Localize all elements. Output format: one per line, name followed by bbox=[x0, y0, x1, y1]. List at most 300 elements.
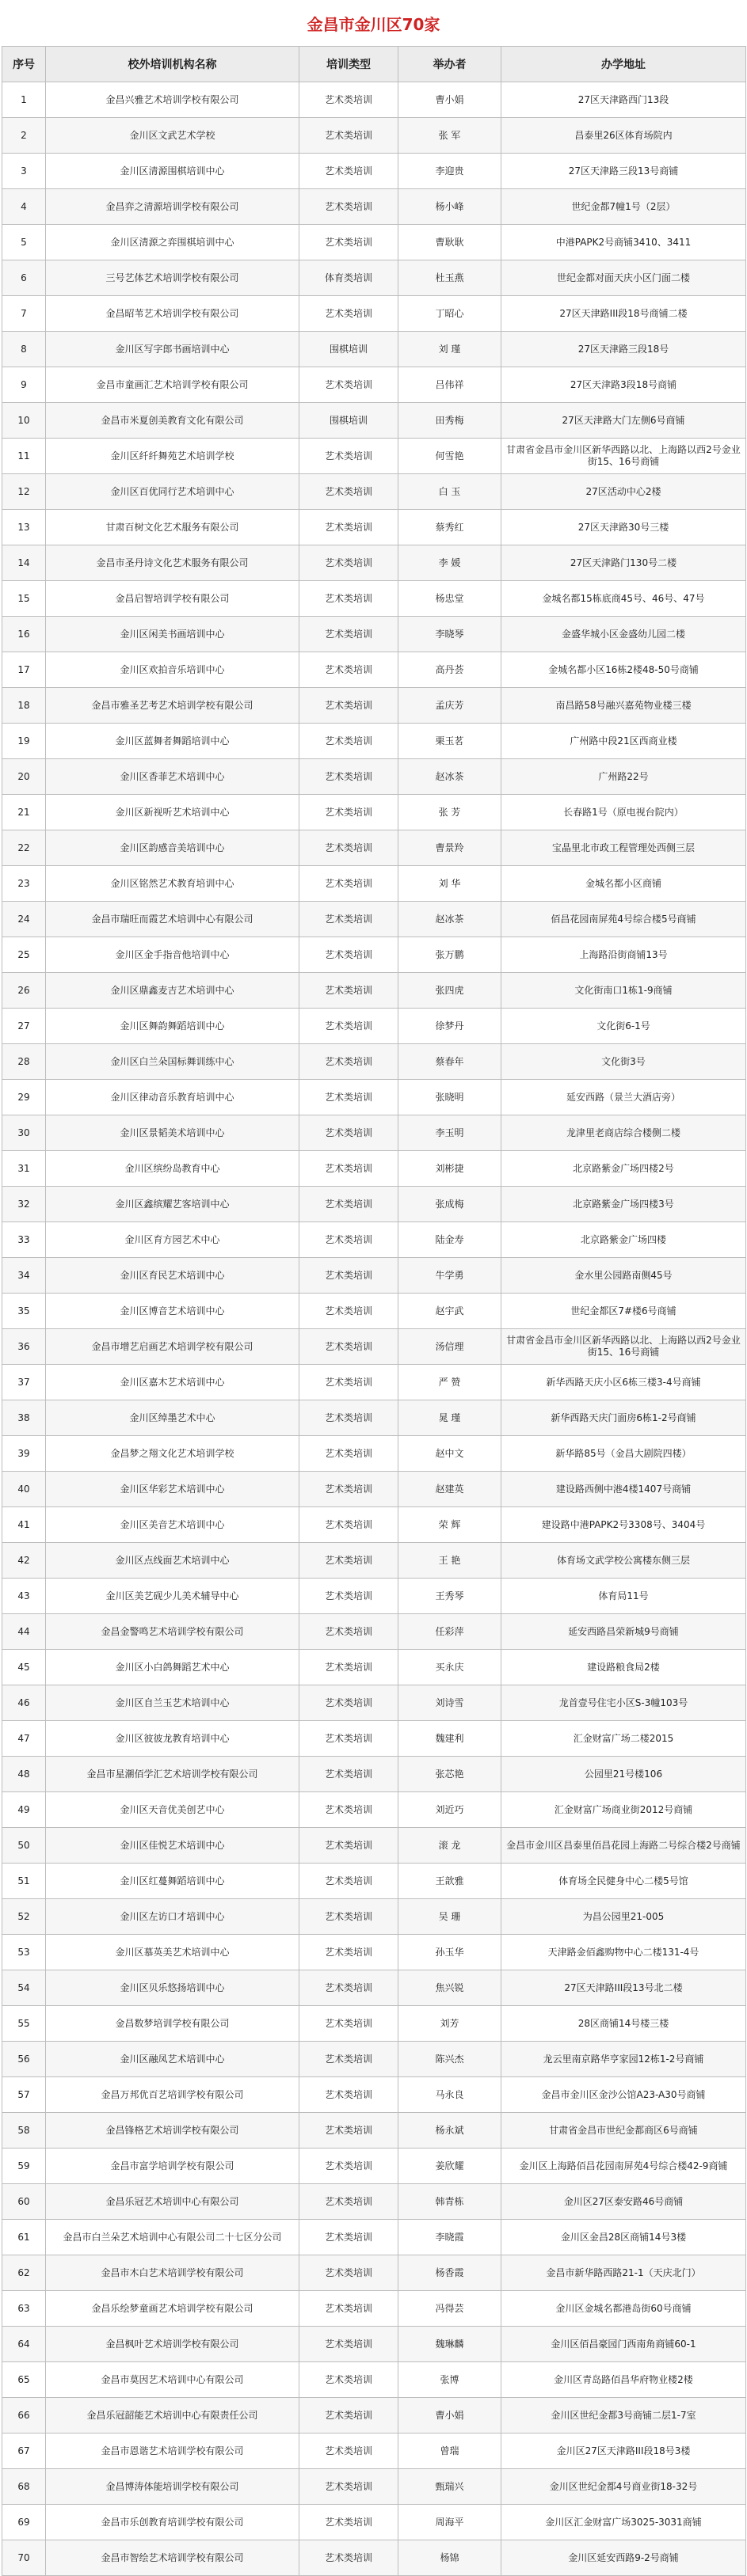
cell-index: 25 bbox=[2, 937, 46, 973]
cell-name: 金昌市星潮佰学汇艺术培训学校有限公司 bbox=[46, 1757, 299, 1792]
cell-type: 艺术类培训 bbox=[299, 1899, 398, 1935]
cell-type: 艺术类培训 bbox=[299, 830, 398, 866]
table-row bbox=[2, 2149, 746, 2184]
table-row bbox=[2, 1792, 746, 1828]
cell-address: 世纪金都7幢1号（2层） bbox=[501, 189, 746, 225]
cell-index: 66 bbox=[2, 2398, 46, 2434]
cell-host: 韩青栋 bbox=[398, 2184, 501, 2220]
cell-host: 赵冰茶 bbox=[398, 759, 501, 795]
cell-address: 金川区金昌28区商铺14号3楼 bbox=[501, 2220, 746, 2255]
cell-name: 金川区写字郎书画培训中心 bbox=[46, 332, 299, 367]
cell-type: 艺术类培训 bbox=[299, 724, 398, 759]
cell-host: 曹景羚 bbox=[398, 830, 501, 866]
cell-index: 63 bbox=[2, 2291, 46, 2327]
cell-name: 金川区贝乐悠扬培训中心 bbox=[46, 1970, 299, 2006]
cell-host: 陆金寿 bbox=[398, 1222, 501, 1258]
table-row bbox=[2, 581, 746, 617]
cell-name: 金川区新视听艺术培训中心 bbox=[46, 795, 299, 830]
table-row bbox=[2, 82, 746, 118]
cell-type: 艺术类培训 bbox=[299, 2362, 398, 2398]
cell-name: 金昌市增艺启画艺术培训学校有限公司 bbox=[46, 1329, 299, 1365]
table-row bbox=[2, 439, 746, 474]
cell-host: 魏琳麟 bbox=[398, 2327, 501, 2362]
cell-host: 汤信理 bbox=[398, 1329, 501, 1365]
table-row bbox=[2, 1685, 746, 1721]
table-row bbox=[2, 510, 746, 545]
cell-index: 24 bbox=[2, 902, 46, 937]
cell-name: 甘肃百树文化艺术服务有限公司 bbox=[46, 510, 299, 545]
cell-name: 金昌启智培训学校有限公司 bbox=[46, 581, 299, 617]
cell-name: 金川区缤纷岛教育中心 bbox=[46, 1151, 299, 1187]
table-row bbox=[2, 1365, 746, 1400]
cell-address: 金川区世纪金都3号商铺二层1-7室 bbox=[501, 2398, 746, 2434]
cell-host: 杨永斌 bbox=[398, 2113, 501, 2149]
table-row bbox=[2, 1009, 746, 1044]
cell-name: 金昌市乐创教育培训学校有限公司 bbox=[46, 2505, 299, 2540]
cell-index: 21 bbox=[2, 795, 46, 830]
cell-name: 金昌市白兰朵艺术培训中心有限公司二十七区分公司 bbox=[46, 2220, 299, 2255]
cell-type: 艺术类培训 bbox=[299, 474, 398, 510]
cell-name: 金昌兴雅艺术培训学校有限公司 bbox=[46, 82, 299, 118]
cell-host: 赵冰茶 bbox=[398, 902, 501, 937]
title-bar bbox=[0, 0, 747, 46]
cell-index: 8 bbox=[2, 332, 46, 367]
table-row bbox=[2, 260, 746, 296]
cell-type: 艺术类培训 bbox=[299, 1044, 398, 1080]
cell-index: 65 bbox=[2, 2362, 46, 2398]
table-row bbox=[2, 1294, 746, 1329]
cell-host: 赵建英 bbox=[398, 1472, 501, 1507]
table-row bbox=[2, 1507, 746, 1543]
table-row bbox=[2, 1115, 746, 1151]
cell-address: 金昌市金川区昌泰里佰昌花园上海路二号综合楼2号商铺 bbox=[501, 1828, 746, 1864]
cell-address: 建设路粮食局2楼 bbox=[501, 1650, 746, 1685]
cell-name: 金川区景韬美术培训中心 bbox=[46, 1115, 299, 1151]
cell-name: 金川区美艺砚少儿美术辅导中心 bbox=[46, 1579, 299, 1614]
cell-index: 44 bbox=[2, 1614, 46, 1650]
cell-address: 延安西路昌荣新城9号商铺 bbox=[501, 1614, 746, 1650]
cell-type: 艺术类培训 bbox=[299, 367, 398, 403]
cell-address: 龙首壹号住宅小区S-3幢103号 bbox=[501, 1685, 746, 1721]
cell-host: 陈兴杰 bbox=[398, 2042, 501, 2077]
cell-name: 金川区白兰朵国标舞训练中心 bbox=[46, 1044, 299, 1080]
cell-index: 26 bbox=[2, 973, 46, 1009]
cell-type: 艺术类培训 bbox=[299, 973, 398, 1009]
cell-index: 51 bbox=[2, 1864, 46, 1899]
cell-index: 43 bbox=[2, 1579, 46, 1614]
cell-host: 赵宇武 bbox=[398, 1294, 501, 1329]
cell-address: 金水里公园路南侧45号 bbox=[501, 1258, 746, 1294]
cell-type: 艺术类培训 bbox=[299, 1222, 398, 1258]
cell-name: 金川区融凤艺术培训中心 bbox=[46, 2042, 299, 2077]
cell-name: 金昌市瑞旺而霞艺术培训中心有限公司 bbox=[46, 902, 299, 937]
table-row bbox=[2, 652, 746, 688]
cell-host: 姜欣耀 bbox=[398, 2149, 501, 2184]
cell-index: 29 bbox=[2, 1080, 46, 1115]
header-index: 序号 bbox=[2, 47, 46, 82]
cell-address: 体育场全民健身中心二楼5号馆 bbox=[501, 1864, 746, 1899]
cell-type: 艺术类培训 bbox=[299, 2327, 398, 2362]
cell-host: 甄瑞兴 bbox=[398, 2469, 501, 2505]
cell-name: 金川区育民艺术培训中心 bbox=[46, 1258, 299, 1294]
table-row bbox=[2, 1400, 746, 1436]
cell-name: 金昌梦之翔文化艺术培训学校 bbox=[46, 1436, 299, 1472]
cell-address: 新华西路天庆小区6栋三楼3-4号商铺 bbox=[501, 1365, 746, 1400]
cell-name: 金川区嘉木艺术培训中心 bbox=[46, 1365, 299, 1400]
table-row bbox=[2, 2077, 746, 2113]
cell-type: 艺术类培训 bbox=[299, 1115, 398, 1151]
cell-type: 艺术类培训 bbox=[299, 2042, 398, 2077]
table-row bbox=[2, 367, 746, 403]
cell-host: 栗玉茗 bbox=[398, 724, 501, 759]
cell-address: 南昌路58号融兴嘉苑物业楼三楼 bbox=[501, 688, 746, 724]
cell-name: 金昌乐绘梦童画艺术培训学校有限公司 bbox=[46, 2291, 299, 2327]
cell-index: 60 bbox=[2, 2184, 46, 2220]
table-row bbox=[2, 1080, 746, 1115]
table-row bbox=[2, 1899, 746, 1935]
cell-address: 金川区上海路佰昌花园南屏苑4号综合楼42-9商铺 bbox=[501, 2149, 746, 2184]
cell-name: 金川区文武艺术学校 bbox=[46, 118, 299, 154]
cell-type: 艺术类培训 bbox=[299, 1650, 398, 1685]
cell-name: 金川区清源之弈围棋培训中心 bbox=[46, 225, 299, 260]
institution-table bbox=[2, 46, 746, 2576]
cell-host: 孟庆芳 bbox=[398, 688, 501, 724]
cell-index: 28 bbox=[2, 1044, 46, 1080]
cell-name: 金昌市雅圣艺考艺术培训学校有限公司 bbox=[46, 688, 299, 724]
cell-type: 艺术类培训 bbox=[299, 439, 398, 474]
table-row bbox=[2, 1222, 746, 1258]
cell-type: 艺术类培训 bbox=[299, 1472, 398, 1507]
cell-index: 32 bbox=[2, 1187, 46, 1222]
cell-name: 金川区韵感音美培训中心 bbox=[46, 830, 299, 866]
cell-name: 金昌市富学培训学校有限公司 bbox=[46, 2149, 299, 2184]
cell-host: 杜玉燕 bbox=[398, 260, 501, 296]
cell-host: 刘彬捷 bbox=[398, 1151, 501, 1187]
cell-host: 张四虎 bbox=[398, 973, 501, 1009]
cell-index: 36 bbox=[2, 1329, 46, 1365]
cell-address: 北京路紫金广场四楼 bbox=[501, 1222, 746, 1258]
cell-index: 33 bbox=[2, 1222, 46, 1258]
cell-index: 45 bbox=[2, 1650, 46, 1685]
cell-index: 7 bbox=[2, 296, 46, 332]
header-host: 举办者 bbox=[398, 47, 501, 82]
cell-name: 金川区舞韵舞蹈培训中心 bbox=[46, 1009, 299, 1044]
cell-address: 金川区汇金财富广场3025-3031商铺 bbox=[501, 2505, 746, 2540]
cell-address: 27区天津路三段13号商铺 bbox=[501, 154, 746, 189]
cell-host: 李晓琴 bbox=[398, 617, 501, 652]
cell-index: 6 bbox=[2, 260, 46, 296]
cell-index: 2 bbox=[2, 118, 46, 154]
cell-host: 魏建利 bbox=[398, 1721, 501, 1757]
cell-host: 李晓霞 bbox=[398, 2220, 501, 2255]
cell-address: 27区天津路西门13段 bbox=[501, 82, 746, 118]
table-row bbox=[2, 403, 746, 439]
cell-host: 赵中文 bbox=[398, 1436, 501, 1472]
cell-index: 23 bbox=[2, 866, 46, 902]
cell-address: 金川区佰昌豪园门西南角商铺60-1 bbox=[501, 2327, 746, 2362]
cell-address: 金川区延安西路9-2号商铺 bbox=[501, 2540, 746, 2576]
cell-type: 艺术类培训 bbox=[299, 581, 398, 617]
cell-type: 艺术类培训 bbox=[299, 1864, 398, 1899]
table-row bbox=[2, 2469, 746, 2505]
cell-address: 文化街3号 bbox=[501, 1044, 746, 1080]
cell-index: 67 bbox=[2, 2434, 46, 2469]
table-row bbox=[2, 1828, 746, 1864]
cell-name: 金川区金手指音他培训中心 bbox=[46, 937, 299, 973]
cell-index: 70 bbox=[2, 2540, 46, 2576]
cell-address: 新华路85号（金昌大剧院四楼） bbox=[501, 1436, 746, 1472]
cell-type: 艺术类培训 bbox=[299, 1507, 398, 1543]
cell-host: 田秀梅 bbox=[398, 403, 501, 439]
cell-name: 金昌金警鸣艺术培训学校有限公司 bbox=[46, 1614, 299, 1650]
cell-address: 27区天津路三段18号 bbox=[501, 332, 746, 367]
cell-index: 15 bbox=[2, 581, 46, 617]
cell-host: 徐梦丹 bbox=[398, 1009, 501, 1044]
cell-index: 53 bbox=[2, 1935, 46, 1970]
cell-address: 金川区世纪金都4号商业街18-32号 bbox=[501, 2469, 746, 2505]
cell-host: 曹小娟 bbox=[398, 82, 501, 118]
cell-type: 艺术类培训 bbox=[299, 2398, 398, 2434]
cell-index: 10 bbox=[2, 403, 46, 439]
cell-host: 张博 bbox=[398, 2362, 501, 2398]
table-row bbox=[2, 225, 746, 260]
cell-index: 35 bbox=[2, 1294, 46, 1329]
cell-host: 张 芳 bbox=[398, 795, 501, 830]
cell-type: 艺术类培训 bbox=[299, 1757, 398, 1792]
cell-host: 蔡秀红 bbox=[398, 510, 501, 545]
cell-index: 13 bbox=[2, 510, 46, 545]
cell-name: 金昌市智绘艺术培训学校有限公司 bbox=[46, 2540, 299, 2576]
table-row bbox=[2, 688, 746, 724]
cell-index: 55 bbox=[2, 2006, 46, 2042]
cell-address: 甘肃省金昌市世纪金都商区6号商铺 bbox=[501, 2113, 746, 2149]
cell-type: 艺术类培训 bbox=[299, 225, 398, 260]
cell-host: 孙玉华 bbox=[398, 1935, 501, 1970]
cell-index: 61 bbox=[2, 2220, 46, 2255]
table-row bbox=[2, 1543, 746, 1579]
cell-address: 27区天津路III段13号北二楼 bbox=[501, 1970, 746, 2006]
cell-type: 艺术类培训 bbox=[299, 1009, 398, 1044]
cell-type: 艺术类培训 bbox=[299, 937, 398, 973]
cell-type: 艺术类培训 bbox=[299, 2149, 398, 2184]
cell-index: 12 bbox=[2, 474, 46, 510]
cell-address: 金城名都小区16栋2楼48-50号商铺 bbox=[501, 652, 746, 688]
cell-address: 广州路22号 bbox=[501, 759, 746, 795]
cell-host: 李迎贵 bbox=[398, 154, 501, 189]
cell-type: 艺术类培训 bbox=[299, 866, 398, 902]
table-body bbox=[2, 82, 746, 2576]
cell-address: 27区天津路3段18号商铺 bbox=[501, 367, 746, 403]
cell-type: 艺术类培训 bbox=[299, 1828, 398, 1864]
cell-index: 3 bbox=[2, 154, 46, 189]
table-row bbox=[2, 474, 746, 510]
table-row bbox=[2, 2398, 746, 2434]
cell-host: 张芯艳 bbox=[398, 1757, 501, 1792]
cell-type: 艺术类培训 bbox=[299, 2291, 398, 2327]
cell-type: 艺术类培训 bbox=[299, 82, 398, 118]
cell-type: 艺术类培训 bbox=[299, 1400, 398, 1436]
cell-address: 延安西路（景兰大酒店旁） bbox=[501, 1080, 746, 1115]
cell-address: 甘肃省金昌市金川区新华西路以北、上海路以西2号金业街15、16号商铺 bbox=[501, 1329, 746, 1365]
cell-type: 艺术类培训 bbox=[299, 1792, 398, 1828]
cell-host: 张万鹏 bbox=[398, 937, 501, 973]
table-row bbox=[2, 2042, 746, 2077]
cell-index: 20 bbox=[2, 759, 46, 795]
cell-index: 69 bbox=[2, 2505, 46, 2540]
cell-type: 艺术类培训 bbox=[299, 2220, 398, 2255]
cell-type: 艺术类培训 bbox=[299, 902, 398, 937]
cell-address: 佰昌花园南屏苑4号综合楼5号商铺 bbox=[501, 902, 746, 937]
cell-name: 金川区博音艺术培训中心 bbox=[46, 1294, 299, 1329]
cell-type: 艺术类培训 bbox=[299, 1685, 398, 1721]
table-row bbox=[2, 1436, 746, 1472]
cell-name: 金昌万邦优百艺培训学校有限公司 bbox=[46, 2077, 299, 2113]
cell-host: 吕伟祥 bbox=[398, 367, 501, 403]
header-name: 校外培训机构名称 bbox=[46, 47, 299, 82]
table-row bbox=[2, 2291, 746, 2327]
cell-host: 高丹荟 bbox=[398, 652, 501, 688]
cell-host: 丁昭心 bbox=[398, 296, 501, 332]
cell-name: 金川区闲美书画培训中心 bbox=[46, 617, 299, 652]
cell-index: 5 bbox=[2, 225, 46, 260]
cell-name: 金昌数梦培训学校有限公司 bbox=[46, 2006, 299, 2042]
cell-type: 艺术类培训 bbox=[299, 189, 398, 225]
table-row bbox=[2, 332, 746, 367]
table-row bbox=[2, 759, 746, 795]
cell-host: 王歆雅 bbox=[398, 1864, 501, 1899]
cell-name: 金昌枫叶艺术培训学校有限公司 bbox=[46, 2327, 299, 2362]
table-row bbox=[2, 1579, 746, 1614]
cell-host: 张晓明 bbox=[398, 1080, 501, 1115]
cell-name: 金川区蓝舞者舞蹈培训中心 bbox=[46, 724, 299, 759]
cell-host: 吴 珊 bbox=[398, 1899, 501, 1935]
cell-type: 艺术类培训 bbox=[299, 1258, 398, 1294]
cell-index: 27 bbox=[2, 1009, 46, 1044]
table-row bbox=[2, 2434, 746, 2469]
cell-index: 46 bbox=[2, 1685, 46, 1721]
cell-host: 刘 瑾 bbox=[398, 332, 501, 367]
cell-address: 27区天津路门130号二楼 bbox=[501, 545, 746, 581]
table-row bbox=[2, 154, 746, 189]
cell-host: 晁 瑾 bbox=[398, 1400, 501, 1436]
cell-name: 金川区左访口才培训中心 bbox=[46, 1899, 299, 1935]
cell-name: 金昌市木白艺术培训学校有限公司 bbox=[46, 2255, 299, 2291]
cell-host: 买永庆 bbox=[398, 1650, 501, 1685]
table-row bbox=[2, 1757, 746, 1792]
cell-name: 金昌市莫因艺术培训中心有限公司 bbox=[46, 2362, 299, 2398]
table-row bbox=[2, 617, 746, 652]
cell-type: 艺术类培训 bbox=[299, 1579, 398, 1614]
cell-address: 中港PAPK2号商铺3410、3411 bbox=[501, 225, 746, 260]
cell-type: 艺术类培训 bbox=[299, 1365, 398, 1400]
cell-name: 金昌弈之清源培训学校有限公司 bbox=[46, 189, 299, 225]
cell-index: 40 bbox=[2, 1472, 46, 1507]
cell-type: 体育类培训 bbox=[299, 260, 398, 296]
cell-name: 金川区彼彼龙教育培训中心 bbox=[46, 1721, 299, 1757]
cell-type: 艺术类培训 bbox=[299, 1080, 398, 1115]
cell-host: 牛学勇 bbox=[398, 1258, 501, 1294]
cell-address: 汇金财富广场商业街2012号商铺 bbox=[501, 1792, 746, 1828]
cell-host: 杨香霞 bbox=[398, 2255, 501, 2291]
cell-host: 马永良 bbox=[398, 2077, 501, 2113]
table-row bbox=[2, 118, 746, 154]
cell-address: 建设路中港PAPK2号3308号、3404号 bbox=[501, 1507, 746, 1543]
cell-host: 严 赞 bbox=[398, 1365, 501, 1400]
cell-address: 世纪金都区7#楼6号商铺 bbox=[501, 1294, 746, 1329]
cell-index: 39 bbox=[2, 1436, 46, 1472]
cell-index: 49 bbox=[2, 1792, 46, 1828]
table-row bbox=[2, 189, 746, 225]
cell-type: 艺术类培训 bbox=[299, 1614, 398, 1650]
cell-index: 1 bbox=[2, 82, 46, 118]
cell-index: 56 bbox=[2, 2042, 46, 2077]
table-row bbox=[2, 2362, 746, 2398]
table-row bbox=[2, 2327, 746, 2362]
cell-name: 金川区百优同行艺术培训中心 bbox=[46, 474, 299, 510]
cell-type: 艺术类培训 bbox=[299, 2077, 398, 2113]
cell-host: 曹小娟 bbox=[398, 2398, 501, 2434]
cell-name: 金昌乐冠艺术培训中心有限公司 bbox=[46, 2184, 299, 2220]
cell-type: 艺术类培训 bbox=[299, 154, 398, 189]
table-row bbox=[2, 937, 746, 973]
cell-type: 艺术类培训 bbox=[299, 688, 398, 724]
cell-index: 47 bbox=[2, 1721, 46, 1757]
cell-host: 白 玉 bbox=[398, 474, 501, 510]
header-address: 办学地址 bbox=[501, 47, 746, 82]
cell-host: 冯得芸 bbox=[398, 2291, 501, 2327]
cell-address: 汇金财富广场二楼2015 bbox=[501, 1721, 746, 1757]
cell-name: 三号艺体艺术培训学校有限公司 bbox=[46, 260, 299, 296]
cell-index: 57 bbox=[2, 2077, 46, 2113]
cell-address: 文化街6-1号 bbox=[501, 1009, 746, 1044]
cell-address: 27区天津路III段18号商铺二楼 bbox=[501, 296, 746, 332]
cell-type: 艺术类培训 bbox=[299, 617, 398, 652]
table-row bbox=[2, 795, 746, 830]
cell-address: 27区天津路大门左侧6号商铺 bbox=[501, 403, 746, 439]
cell-address: 文化街南口1栋1-9商铺 bbox=[501, 973, 746, 1009]
cell-address: 金昌市金川区金沙公馆A23-A30号商铺 bbox=[501, 2077, 746, 2113]
table-row bbox=[2, 830, 746, 866]
cell-index: 62 bbox=[2, 2255, 46, 2291]
cell-address: 新华西路天庆门面房6栋1-2号商铺 bbox=[501, 1400, 746, 1436]
cell-type: 艺术类培训 bbox=[299, 759, 398, 795]
table-row bbox=[2, 2006, 746, 2042]
table-row bbox=[2, 2505, 746, 2540]
cell-type: 艺术类培训 bbox=[299, 795, 398, 830]
cell-host: 李 媛 bbox=[398, 545, 501, 581]
cell-address: 北京路紫金广场四楼2号 bbox=[501, 1151, 746, 1187]
cell-index: 68 bbox=[2, 2469, 46, 2505]
cell-index: 31 bbox=[2, 1151, 46, 1187]
cell-name: 金川区华彩艺术培训中心 bbox=[46, 1472, 299, 1507]
cell-name: 金川区鑫缤耀艺客培训中心 bbox=[46, 1187, 299, 1222]
cell-host: 滚 龙 bbox=[398, 1828, 501, 1864]
cell-index: 14 bbox=[2, 545, 46, 581]
cell-address: 体育局11号 bbox=[501, 1579, 746, 1614]
cell-index: 11 bbox=[2, 439, 46, 474]
cell-address: 上海路沿街商铺13号 bbox=[501, 937, 746, 973]
cell-host: 王秀琴 bbox=[398, 1579, 501, 1614]
cell-index: 34 bbox=[2, 1258, 46, 1294]
cell-address: 建设路西侧中港4楼1407号商铺 bbox=[501, 1472, 746, 1507]
table-row bbox=[2, 545, 746, 581]
table-row bbox=[2, 2184, 746, 2220]
table-row bbox=[2, 1721, 746, 1757]
cell-type: 艺术类培训 bbox=[299, 545, 398, 581]
cell-host: 周海平 bbox=[398, 2505, 501, 2540]
cell-index: 48 bbox=[2, 1757, 46, 1792]
table-row bbox=[2, 2220, 746, 2255]
